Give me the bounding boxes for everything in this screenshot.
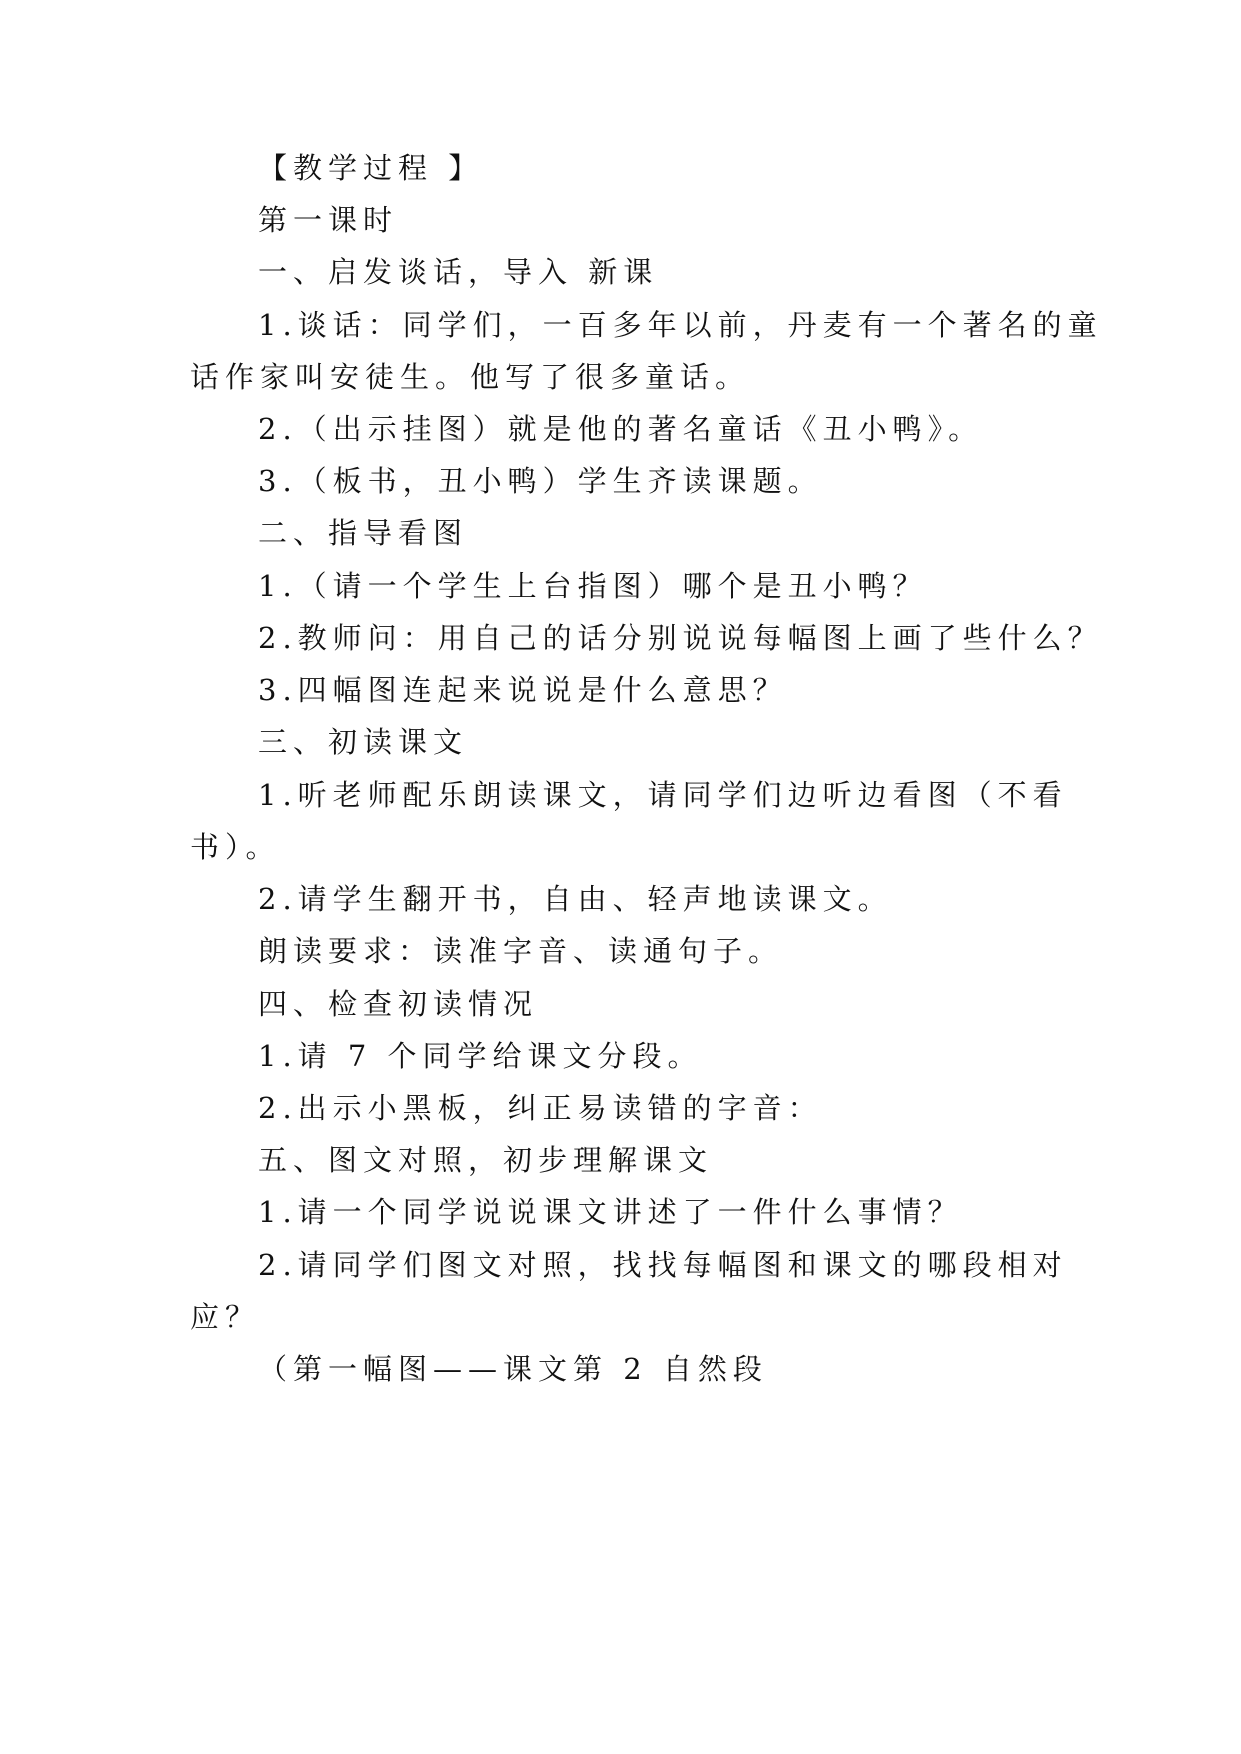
paragraph-line: 2.（出示挂图）就是他的著名童话《丑小鸭》。 <box>258 412 984 446</box>
paragraph-line: 1.请 7 个同学给课文分段。 <box>258 1039 703 1073</box>
paragraph-line: 3.（板书，丑小鸭）学生齐读课题。 <box>258 464 823 498</box>
lesson-period-heading: 第一课时 <box>258 203 399 237</box>
paragraph-line: 2.教师问：用自己的话分别说说每幅图上画了些什么？ <box>258 621 1103 655</box>
paragraph-line: 2.请同学们图文对照，找找每幅图和课文的哪段相对 <box>258 1248 1068 1282</box>
paragraph-line: 话作家叫安徒生。他写了很多童话。 <box>190 360 751 394</box>
section-heading-teaching-process: 【教学过程 】 <box>258 151 484 185</box>
paragraph-line: 1.（请一个学生上台指图）哪个是丑小鸭？ <box>258 569 928 603</box>
paragraph-line: 1.听老师配乐朗读课文，请同学们边听边看图（不看 <box>258 778 1068 812</box>
paragraph-line: 3.四幅图连起来说说是什么意思？ <box>258 673 788 707</box>
paragraph-line: 2.请学生翻开书，自由、轻声地读课文。 <box>258 882 893 916</box>
paragraph-line: 应？ <box>190 1300 261 1334</box>
paragraph-line: 书）。 <box>190 830 281 864</box>
step-heading-3: 三、初读课文 <box>258 725 469 759</box>
step-heading-5: 五、图文对照，初步理解课文 <box>258 1143 714 1177</box>
paragraph-line: 朗读要求：读准字音、读通句子。 <box>258 934 784 968</box>
paragraph-line: （第一幅图——课文第 2 自然段 <box>258 1352 768 1386</box>
step-heading-2: 二、指导看图 <box>258 516 469 550</box>
paragraph-line: 2.出示小黑板，纠正易读错的字音： <box>258 1091 823 1125</box>
paragraph-line: 1.请一个同学说说课文讲述了一件什么事情？ <box>258 1195 963 1229</box>
paragraph-line: 1.谈话：同学们，一百多年以前，丹麦有一个著名的童 <box>258 308 1103 342</box>
step-heading-1: 一、启发谈话，导入 新课 <box>258 255 659 289</box>
step-heading-4: 四、检查初读情况 <box>258 987 539 1021</box>
